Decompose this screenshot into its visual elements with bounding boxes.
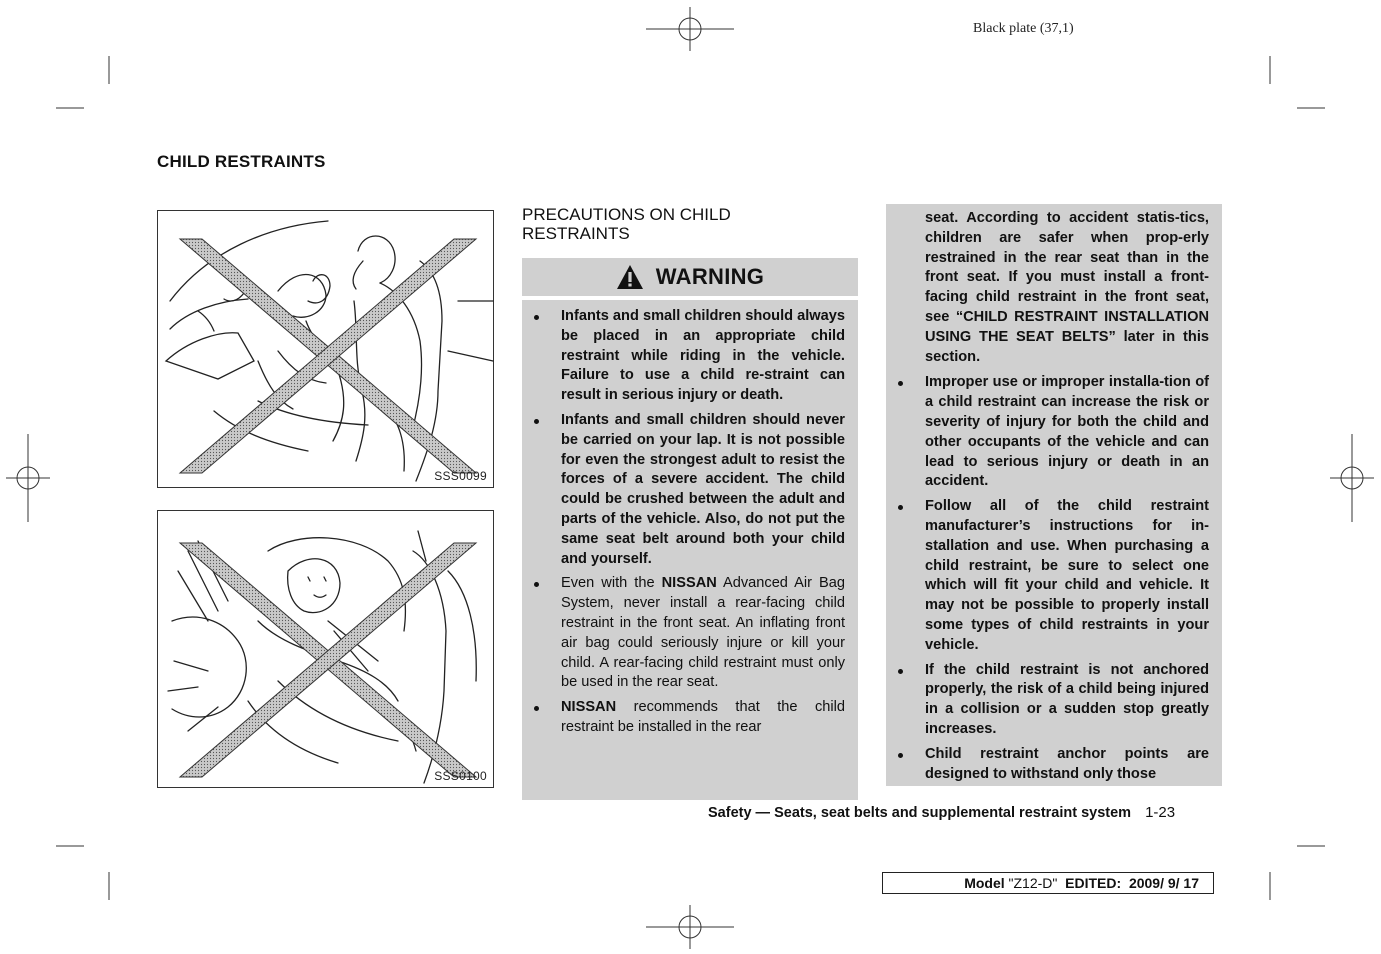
- precautions-title-line1: PRECAUTIONS ON CHILD: [522, 205, 731, 224]
- warning-box-column-2: [886, 204, 1222, 786]
- warning-item-text: Infants and small children should never be carried on your lap. It is not possible for even the strongest adult to resist the forces of a severe accident. The child could be crushed between the adult and parts of the vehicle. Also, do not put the same seat belt around both your child and yourself.: [561, 411, 845, 567]
- page-number: 1-23: [1145, 804, 1176, 821]
- registration-mark-right: [1330, 434, 1374, 522]
- brand-name: NISSAN: [661, 575, 717, 592]
- warning-item-text: If the child restraint is not anchored properly, the risk of a child being injured in a collision or a sudden stop greatly increases.: [925, 661, 1209, 737]
- warning-item: [897, 373, 1209, 492]
- section-title: CHILD RESTRAINTS: [157, 152, 326, 171]
- model-label: Model: [964, 875, 1009, 891]
- brand-name: NISSAN: [561, 699, 617, 716]
- warning-item-text: Even with the: [561, 575, 662, 592]
- warning-item: [897, 497, 1209, 655]
- registration-mark-bottom: [646, 905, 734, 949]
- model-edit-box: [882, 872, 1214, 894]
- warning-triangle-icon: [616, 264, 644, 290]
- warning-list: [897, 209, 1209, 784]
- warning-item: [533, 698, 845, 738]
- warning-banner: [522, 258, 858, 296]
- registration-mark-top: [646, 7, 734, 51]
- child-front-seat-prohibited-illustration: [158, 211, 495, 489]
- warning-item-continued: [897, 209, 1209, 367]
- warning-item-text: Advanced Air Bag System, never install a rear-facing child restraint in the front seat. An inflating front air bag could seriously injure or kill your child. A rear-facing child restraint must only be used in the rear seat.: [561, 575, 846, 691]
- child-airbag-prohibited-illustration: [158, 511, 495, 789]
- precautions-title-line2: RESTRAINTS: [522, 224, 630, 243]
- warning-item-text: Follow all of the child restraint manufacturer’s instructions for in-stallation and use. When purchasing a child restraint, be sure to select one which will fit your child and vehicle. It may not be possible to properly install some types of child restraints in your vehicle.: [925, 498, 1209, 653]
- warning-item-text: recommends that the child restraint be installed in the rear: [561, 699, 845, 735]
- warning-item: [533, 411, 845, 569]
- page-footer: [708, 804, 1175, 821]
- warning-item-text: seat. According to accident statis-tics, children are safer when prop-erly restrained in the rear seat than in the front seat. If you must install a front-facing child restraint in the front seat, see “CHILD RESTRAINT INSTALLATION USING THE SEAT BELTS” later in this section.: [925, 210, 1209, 365]
- warning-item-text: Infants and small children should always be placed in an appropriate child restraint while riding in the vehicle. Failure to use a child re-straint can result in serious injury or death.: [561, 308, 845, 404]
- plate-label: Black plate (37,1): [973, 21, 1074, 36]
- figure-airbag: [157, 510, 494, 788]
- figure-code: SSS0100: [434, 769, 487, 783]
- warning-item: [533, 574, 845, 693]
- warning-item: [897, 661, 1209, 740]
- edited-label: EDITED:: [1057, 875, 1129, 891]
- warning-item-text: Improper use or improper installa-tion of a child restraint can increase the risk or severity of injury for both the child and other occupants of the vehicle and can lead to serious injury or death in an accident.: [925, 374, 1209, 490]
- edited-date: 2009/ 9/ 17: [1128, 875, 1199, 891]
- model-code: "Z12-D": [1008, 875, 1058, 891]
- warning-item: [897, 745, 1209, 785]
- figure-front-seat: [157, 210, 494, 488]
- figure-code: SSS0099: [434, 469, 487, 483]
- warning-item: [533, 307, 845, 406]
- footer-section-text: Safety — Seats, seat belts and supplemental restraint system: [708, 805, 1132, 821]
- registration-mark-left: [6, 434, 50, 522]
- precautions-title: [522, 205, 822, 243]
- warning-item-text: Child restraint anchor points are designed to withstand only those: [925, 745, 1209, 782]
- warning-box-column-1: [522, 300, 858, 800]
- warning-list: [533, 307, 845, 738]
- warning-label: WARNING: [655, 264, 765, 289]
